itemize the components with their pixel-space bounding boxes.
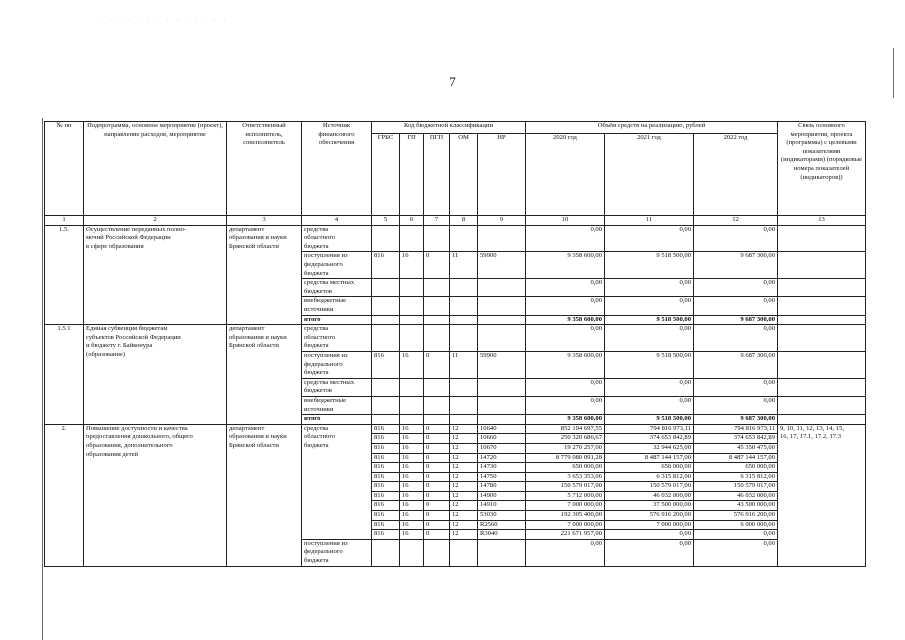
cell-link [778,252,866,279]
cell-om: 12 [450,520,478,530]
cell-pgp [424,315,450,325]
cell-link [778,279,866,297]
row-source: внебюджетные источники [302,396,372,414]
cell-grbs: 816 [372,501,400,511]
cell-gp: 16 [400,351,424,378]
table-row [45,424,866,434]
row-number: 1.5.1 [45,325,84,425]
cell-om: 12 [450,434,478,444]
cell-grbs [372,539,400,566]
cell-om: 12 [450,453,478,463]
cell-nr: 14720 [478,453,526,463]
row-source: поступления из федерального бюджета [302,252,372,279]
cell-2021: 0,00 [605,378,694,396]
cell-pgp: 0 [424,501,450,511]
cell-2020: 0,00 [526,539,605,566]
cell-link: 9, 10, 11, 12, 13, 14, 15, 16, 17, 17.1, 17.2, 17.3 [778,424,866,566]
cell-2022: 0,00 [694,539,778,566]
cell-2020: 0,00 [526,297,605,315]
cell-2022: 0,00 [694,325,778,352]
row-activity-name: Повышение доступности и качества предоставления дошкольного, общего образования, дополнительного образования детей [84,424,227,566]
row-activity-name: Осуществление переданных полно- мочий Российской Федерации в сфере образования [84,225,227,325]
cell-2020: 650 000,00 [526,463,605,473]
cell-om [450,279,478,297]
cell-2022: 0,00 [694,297,778,315]
cell-2022: 576 916 200,00 [694,511,778,521]
cell-2022: 0,00 [694,530,778,540]
cell-gp: 16 [400,501,424,511]
budget-table [44,121,866,567]
cell-gp [400,279,424,297]
column-number: 5 [372,216,400,226]
cell-nr [478,415,526,425]
row-source: средства местных бюджетов [302,378,372,396]
cell-grbs: 816 [372,252,400,279]
row-activity-name: Единая субвенция бюджетам субъектов Российской Федерации и бюджету г. Байконура (образование) [84,325,227,425]
cell-nr: 14780 [478,482,526,492]
cell-2022: 9 687 300,00 [694,252,778,279]
cell-2022: 45 350 475,00 [694,443,778,453]
cell-2022: 9 687 300,00 [694,315,778,325]
cell-2020: 3 653 353,06 [526,472,605,482]
cell-grbs: 816 [372,511,400,521]
cell-2022: 6 000 000,00 [694,520,778,530]
cell-pgp: 0 [424,453,450,463]
cell-2021: 7 000 000,00 [605,520,694,530]
cell-gp [400,415,424,425]
column-number: 6 [400,216,424,226]
cell-nr: 10660 [478,434,526,444]
cell-nr: 53030 [478,511,526,521]
cell-gp: 16 [400,252,424,279]
cell-om [450,315,478,325]
row-source: средства областного бюджета [302,225,372,252]
cell-2022: 0,00 [694,225,778,252]
cell-nr: 59900 [478,351,526,378]
column-number: 1 [45,216,84,226]
cell-grbs [372,297,400,315]
cell-nr: 10670 [478,443,526,453]
cell-pgp [424,297,450,315]
cell-pgp [424,415,450,425]
cell-pgp: 0 [424,520,450,530]
cell-gp [400,325,424,352]
column-number: 7 [424,216,450,226]
cell-2022: 374 653 842,89 [694,434,778,444]
header-2020: 2020 год [526,134,605,216]
table-row [45,225,866,252]
cell-2022: 0,00 [694,378,778,396]
cell-om: 11 [450,252,478,279]
header-om: ОМ [450,134,478,216]
cell-gp: 16 [400,463,424,473]
cell-pgp: 0 [424,252,450,279]
cell-om: 12 [450,491,478,501]
cell-grbs [372,378,400,396]
cell-2020: 9 358 600,00 [526,315,605,325]
cell-2020: 7 000 000,00 [526,520,605,530]
cell-2021: 374 653 842,89 [605,434,694,444]
header-gp: ГП [400,134,424,216]
column-number: 2 [84,216,227,226]
row-source: поступления из федерального бюджета [302,351,372,378]
cell-gp: 16 [400,520,424,530]
cell-link [778,351,866,378]
page-number: 7 [449,74,456,89]
cell-2022: 150 579 017,00 [694,482,778,492]
cell-nr: 14730 [478,463,526,473]
cell-gp: 16 [400,443,424,453]
header-source: Источник финансового обеспечения [302,122,372,216]
cell-2021: 46 032 000,00 [605,491,694,501]
cell-om: 12 [450,424,478,434]
cell-link [778,315,866,325]
header-subprogram: Подпрограмма, основное мероприятие (проект), направление расходов, мероприятие [84,122,227,216]
cell-grbs: 816 [372,453,400,463]
cell-2021: 0,00 [605,325,694,352]
row-executor: департамент образования и науки Брянской области [227,225,302,325]
cell-om [450,225,478,252]
cell-pgp: 0 [424,511,450,521]
cell-pgp [424,396,450,414]
cell-2022: 9 687 300,00 [694,415,778,425]
cell-pgp: 0 [424,530,450,540]
column-number: 8 [450,216,478,226]
scan-noise: · · · · · · · · · · · · · · [100,18,229,24]
cell-grbs: 816 [372,472,400,482]
header-pgp: ПГП [424,134,450,216]
cell-2022: 650 000,00 [694,463,778,473]
cell-gp [400,315,424,325]
cell-2021: 576 916 200,00 [605,511,694,521]
cell-om: 12 [450,501,478,511]
cell-2020: 221 671 957,00 [526,530,605,540]
cell-pgp: 0 [424,424,450,434]
cell-nr [478,539,526,566]
cell-2022: 46 032 000,00 [694,491,778,501]
cell-grbs [372,225,400,252]
cell-grbs: 816 [372,434,400,444]
cell-2020: 0,00 [526,378,605,396]
cell-2021: 9 518 500,00 [605,351,694,378]
row-executor: департамент образования и науки Брянской области [227,325,302,425]
cell-2021: 9 518 500,00 [605,252,694,279]
row-source: итого [302,415,372,425]
cell-2021: 0,00 [605,539,694,566]
row-executor: департамент образования и науки Брянской области [227,424,302,566]
cell-grbs [372,396,400,414]
row-source: средства областного бюджета [302,424,372,539]
cell-pgp [424,225,450,252]
cell-gp: 16 [400,482,424,492]
cell-2021: 0,00 [605,530,694,540]
cell-pgp: 0 [424,351,450,378]
cell-2020: 150 579 017,00 [526,482,605,492]
cell-2020: 19 270 257,00 [526,443,605,453]
cell-nr: 14910 [478,501,526,511]
header-volume: Объём средств на реализацию, рублей [526,122,778,134]
table-row [45,325,866,352]
column-number: 10 [526,216,605,226]
cell-2020: 0,00 [526,279,605,297]
cell-om [450,396,478,414]
cell-grbs: 816 [372,351,400,378]
cell-link [778,396,866,414]
cell-nr: 14900 [478,491,526,501]
cell-om: 12 [450,530,478,540]
cell-2021: 0,00 [605,225,694,252]
cell-2021: 650 000,00 [605,463,694,473]
cell-nr [478,315,526,325]
cell-om: 12 [450,472,478,482]
cell-2020: 250 320 686,67 [526,434,605,444]
cell-gp [400,225,424,252]
cell-om [450,415,478,425]
row-source: средства местных бюджетов [302,279,372,297]
cell-om: 12 [450,482,478,492]
cell-nr: R3040 [478,530,526,540]
cell-pgp: 0 [424,482,450,492]
column-number: 11 [605,216,694,226]
cell-2022: 6 315 812,00 [694,472,778,482]
cell-om [450,325,478,352]
cell-2020: 0,00 [526,396,605,414]
cell-om [450,297,478,315]
cell-2020: 9 358 600,00 [526,415,605,425]
cell-2021: 0,00 [605,297,694,315]
scan-edge-mark [893,48,894,98]
cell-2021: 9 518 500,00 [605,315,694,325]
cell-2020: 0,00 [526,225,605,252]
cell-grbs: 816 [372,443,400,453]
cell-link [778,325,866,352]
row-source: итого [302,315,372,325]
cell-gp [400,396,424,414]
cell-pgp: 0 [424,443,450,453]
cell-2021: 9 518 500,00 [605,415,694,425]
cell-gp [400,539,424,566]
header-nr: НР [478,134,526,216]
header-budget-code: Код бюджетной классификации [372,122,526,134]
cell-2020: 8 779 080 091,28 [526,453,605,463]
cell-2020: 192 305 400,00 [526,511,605,521]
cell-gp: 16 [400,434,424,444]
row-number: 1.5. [45,225,84,325]
cell-2020: 0,00 [526,325,605,352]
header-2022: 2022 год [694,134,778,216]
cell-gp [400,378,424,396]
column-number: 13 [778,216,866,226]
cell-gp: 16 [400,453,424,463]
row-number: 2. [45,424,84,566]
cell-2022: 0,00 [694,279,778,297]
cell-gp [400,297,424,315]
cell-gp: 16 [400,491,424,501]
header-num: № пп [45,122,84,216]
scan-edge-left [42,118,43,640]
cell-grbs [372,315,400,325]
cell-pgp: 0 [424,463,450,473]
header-2021: 2021 год [605,134,694,216]
cell-nr: 59900 [478,252,526,279]
cell-2021: 794 816 973,11 [605,424,694,434]
cell-gp: 16 [400,511,424,521]
cell-om: 12 [450,511,478,521]
cell-grbs: 816 [372,463,400,473]
cell-gp: 16 [400,424,424,434]
header-link: Связь основного мероприятия, проекта (программы) с целевыми показателями (индикаторами) (порядковые номера показателей (индикаторов)) [778,122,866,216]
cell-2022: 8 487 144 157,00 [694,453,778,463]
cell-om: 11 [450,351,478,378]
cell-grbs: 816 [372,491,400,501]
row-source: поступления из федерального бюджета [302,539,372,566]
cell-2020: 9 358 600,00 [526,351,605,378]
cell-nr [478,297,526,315]
cell-grbs: 816 [372,520,400,530]
row-source: внебюджетные источники [302,297,372,315]
cell-grbs: 816 [372,424,400,434]
cell-om [450,378,478,396]
cell-2021: 37 500 000,00 [605,501,694,511]
cell-pgp [424,378,450,396]
cell-2021: 0,00 [605,396,694,414]
column-number: 4 [302,216,372,226]
cell-2021: 0,00 [605,279,694,297]
cell-2022: 9 687 300,00 [694,351,778,378]
cell-pgp [424,325,450,352]
cell-pgp: 0 [424,491,450,501]
column-number: 3 [227,216,302,226]
cell-2021: 8 487 144 157,00 [605,453,694,463]
cell-2021: 32 944 625,00 [605,443,694,453]
cell-grbs [372,325,400,352]
cell-2021: 150 579 017,00 [605,482,694,492]
cell-om [450,539,478,566]
cell-link [778,297,866,315]
cell-2022: 794 816 973,11 [694,424,778,434]
cell-nr [478,325,526,352]
cell-2021: 6 315 812,00 [605,472,694,482]
cell-nr: 14750 [478,472,526,482]
cell-pgp: 0 [424,434,450,444]
cell-2022: 43 500 000,00 [694,501,778,511]
cell-2022: 0,00 [694,396,778,414]
cell-nr: R2560 [478,520,526,530]
cell-gp: 16 [400,530,424,540]
cell-nr [478,225,526,252]
cell-link [778,225,866,252]
cell-2020: 9 358 600,00 [526,252,605,279]
cell-2020: 5 712 000,00 [526,491,605,501]
cell-grbs: 816 [372,530,400,540]
cell-2020: 852 194 697,55 [526,424,605,434]
cell-grbs [372,415,400,425]
header-grbs: ГРБС [372,134,400,216]
header-executor: Ответственный исполнитель, соисполнитель [227,122,302,216]
cell-gp: 16 [400,472,424,482]
column-number: 9 [478,216,526,226]
cell-nr [478,396,526,414]
row-source: средства областного бюджета [302,325,372,352]
cell-om: 12 [450,463,478,473]
cell-nr [478,378,526,396]
cell-nr: 10640 [478,424,526,434]
cell-pgp: 0 [424,472,450,482]
cell-om: 12 [450,443,478,453]
cell-grbs: 816 [372,482,400,492]
cell-pgp [424,279,450,297]
cell-link [778,415,866,425]
cell-2020: 7 000 000,00 [526,501,605,511]
column-number: 12 [694,216,778,226]
cell-pgp [424,539,450,566]
cell-nr [478,279,526,297]
cell-grbs [372,279,400,297]
cell-link [778,378,866,396]
